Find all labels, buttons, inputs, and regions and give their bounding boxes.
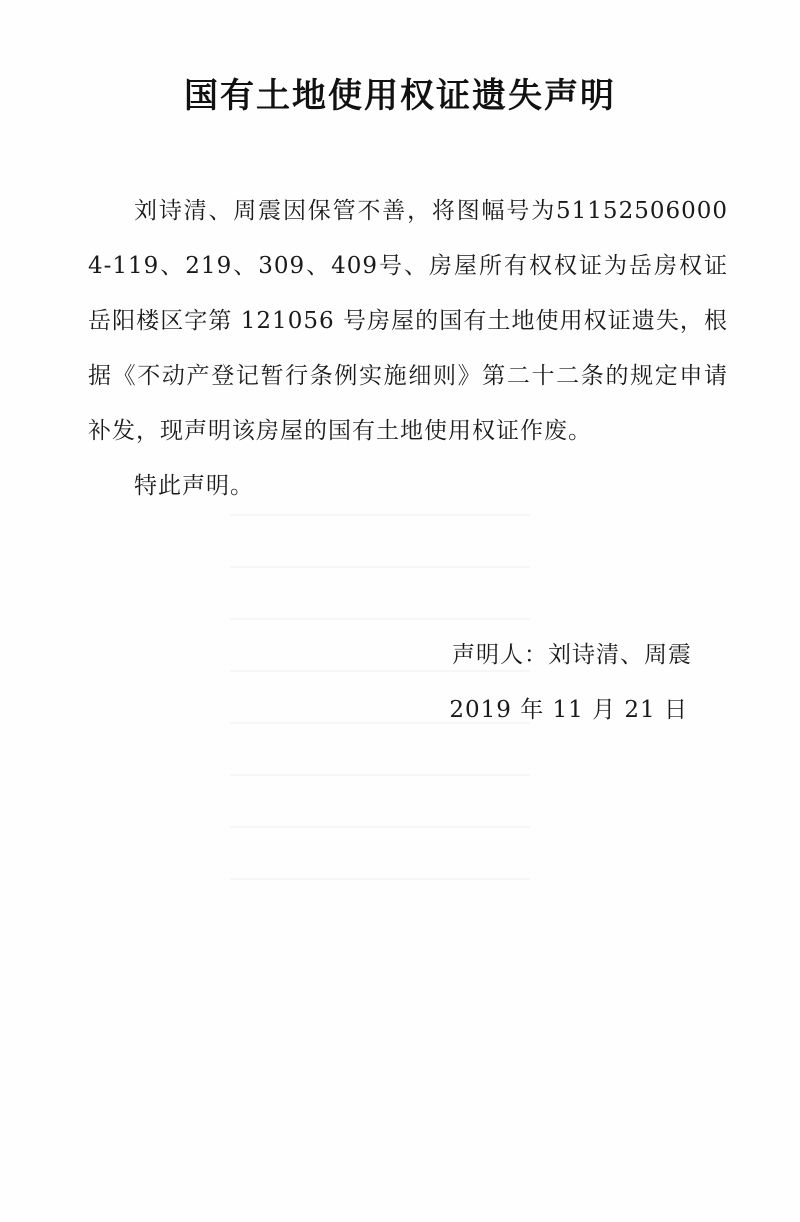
body-paragraph: 刘诗清、周震因保管不善，将图幅号为511525060004-119、219、309、409号、房屋所有权权证为岳房权证岳阳楼区字第 121056 号房屋的国有土地使用权证遗失，根据《不动产登记暂行条例实施细则》第二十二条的规定申请补发，现声明该房屋的国有土地使用权证作废。 (88, 198, 728, 444)
document-title: 国有土地使用权证遗失声明 (184, 76, 616, 116)
signature-block (449, 628, 692, 738)
date-line: 2019 年 11 月 21 日 (449, 697, 688, 723)
document-body (88, 184, 728, 514)
declarant-line: 声明人：刘诗清、周震 (452, 642, 692, 668)
closing-statement: 特此声明。 (134, 473, 254, 499)
